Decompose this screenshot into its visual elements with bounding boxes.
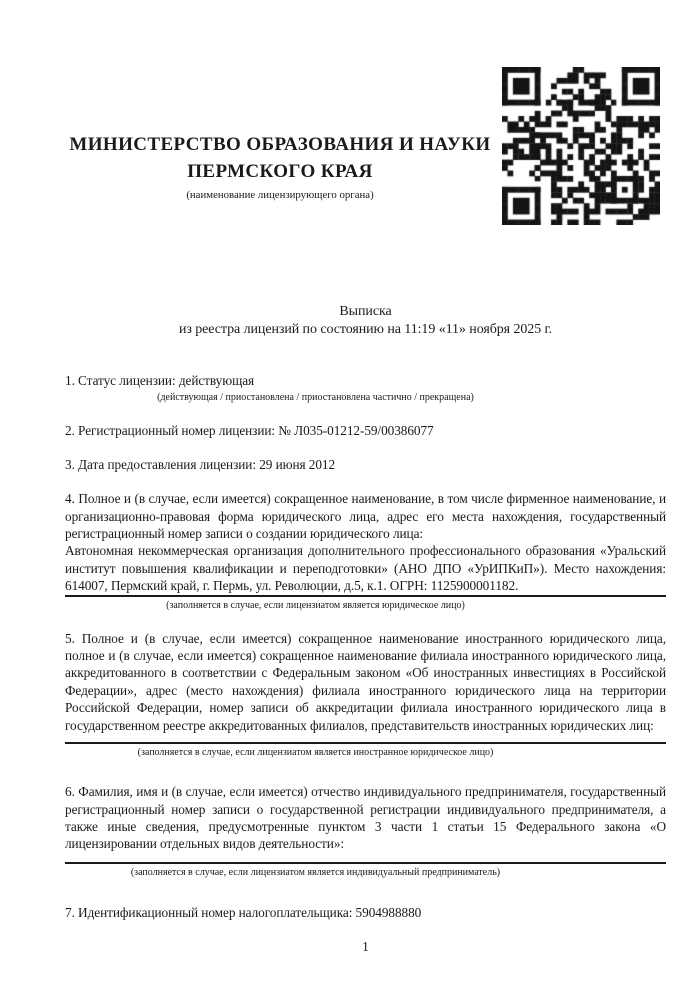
foreign-entity-blank-line [65,742,666,744]
legal-entity-caption: (заполняется в случае, если лицензиатом является юридическое лицо) [166,599,465,611]
item-license-status [65,372,666,405]
licensing-authority-block [65,131,495,203]
page-number: 1 [362,939,369,955]
foreign-entity-caption: (заполняется в случае, если лицензиатом является иностранное юридическое лицо) [137,747,494,759]
item-foreign-entity [65,630,666,760]
license-date-text: 3. Дата предоставления лицензии: 29 июня 2012 [65,456,336,472]
item-legal-entity [65,490,666,612]
item-taxpayer-number [65,904,666,921]
taxpayer-number-text: 7. Идентификационный номер налогоплательщика: 5904988880 [65,904,422,920]
item-license-date [65,456,666,473]
registration-number-text: 2. Регистрационный номер лицензии: № Л035-01212-59/00386077 [65,423,434,439]
document-header [65,67,666,237]
legal-entity-value: Автономная некоммерческая организация дополнительного профессионального образования «Уральский институт повышения квалификации и переподготовки» (АНО ДПО «УрИПКиП»). Место нахождения: 614007, Пермский край, г. Пермь, ул. Революции, д.5, к.1. ОГРН: 1125900001182. [65,543,666,594]
legal-entity-label: 4. Полное и (в случае, если имеется) сокращенное наименование, в том числе фирменное наименование, и организационно-правовая форма юридического лица, адрес его места нахождения, государственный регистрационный номер записи о создании юридического лица: [65,491,666,542]
ministry-name-line2: ПЕРМСКОГО КРАЯ [187,161,373,182]
legal-entity-underline [65,595,666,597]
document-title [65,303,666,338]
ministry-name-caption: (наименование лицензирующего органа) [186,189,374,201]
license-status-caption: (действующая / приостановлена / приостановлена частично / прекращена) [157,392,474,404]
license-status-text: 1. Статус лицензии: действующая [65,373,255,388]
document-title-line2: из реестра лицензий по состоянию на 11:19 «11» ноября 2025 г. [178,321,553,337]
qr-code-image [502,67,660,225]
individual-entrepreneur-label: 6. Фамилия, имя и (в случае, если имеется) отчество индивидуального предпринимателя, государственный регистрационный номер записи о государственной регистрации индивидуального предпринимателя, а также иные сведения, предусмотренные пунктом 3 части 1 статьи 15 Федерального закона «О лицензировании отдельных видов деятельности»: [65,784,666,852]
qr-code [502,67,660,237]
item-registration-number [65,422,666,439]
foreign-entity-label: 5. Полное и (в случае, если имеется) сокращенное наименование иностранного юридического лица, полное и (в случае, если имеется) сокращенное наименование филиала иностранного юридического лица, аккредитованного в соответствии с Федеральным законом «Об иностранных инвестициях в Российской Федерации», адрес (место нахождения) филиала иностранного юридического лица на территории Российской Федерации, номер записи об аккредитации филиала иностранного юридического лица в государственном реестре аккредитованных филиалов, представительств иностранных юридических лиц: [65,630,666,733]
individual-entrepreneur-blank-line [65,862,666,864]
item-individual-entrepreneur [65,783,666,880]
ministry-name-line1: МИНИСТЕРСТВО ОБРАЗОВАНИЯ И НАУКИ [69,134,491,155]
document-title-line1: Выписка [339,304,392,319]
individual-entrepreneur-caption: (заполняется в случае, если лицензиатом является индивидуальный предприниматель) [130,866,501,878]
